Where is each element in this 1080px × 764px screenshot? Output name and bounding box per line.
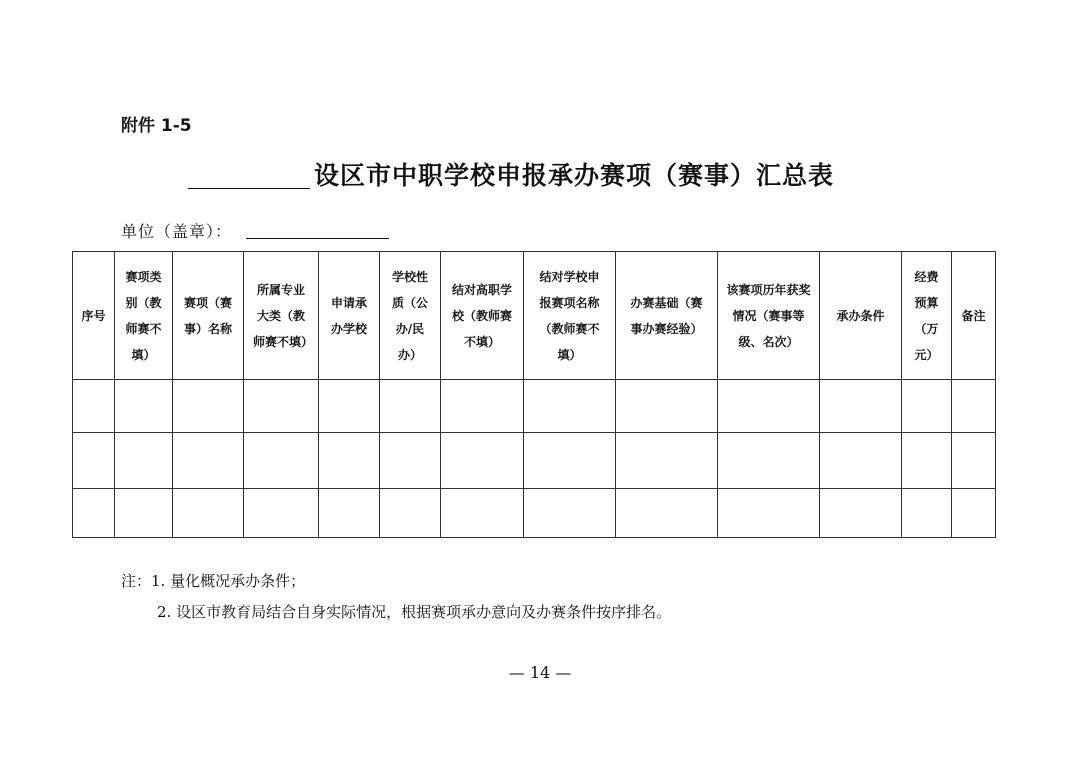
table-cell[interactable] bbox=[524, 489, 616, 538]
table-cell[interactable] bbox=[718, 489, 820, 538]
table-cell[interactable] bbox=[115, 489, 173, 538]
table-cell[interactable] bbox=[902, 489, 952, 538]
header-cell: 赛项类别（教师赛不填） bbox=[115, 252, 173, 380]
header-cell: 备注 bbox=[952, 252, 996, 380]
table-cell[interactable] bbox=[73, 433, 115, 489]
table-cell[interactable] bbox=[441, 433, 524, 489]
title-blank-line bbox=[188, 188, 310, 189]
table-row bbox=[73, 489, 996, 538]
table-cell[interactable] bbox=[902, 433, 952, 489]
table-cell[interactable] bbox=[952, 433, 996, 489]
table-cell[interactable] bbox=[73, 489, 115, 538]
table-cell[interactable] bbox=[441, 489, 524, 538]
attachment-label: 附件 1-5 bbox=[121, 116, 192, 136]
table-cell[interactable] bbox=[380, 489, 441, 538]
header-cell: 申请承办学校 bbox=[319, 252, 380, 380]
note-line-1: 注：1. 量化概况承办条件； bbox=[121, 572, 306, 590]
note-line-2: 2. 设区市教育局结合自身实际情况，根据赛项承办意向及办赛条件按序排名。 bbox=[157, 603, 672, 621]
table-cell[interactable] bbox=[616, 380, 718, 433]
table-cell[interactable] bbox=[524, 380, 616, 433]
table-row bbox=[73, 433, 996, 489]
table-cell[interactable] bbox=[820, 433, 902, 489]
table-cell[interactable] bbox=[718, 380, 820, 433]
table-cell[interactable] bbox=[115, 380, 173, 433]
page-title: 设区市中职学校申报承办赛项（赛事）汇总表 bbox=[314, 161, 835, 190]
header-cell: 该赛项历年获奖情况（赛事等级、名次） bbox=[718, 252, 820, 380]
notes bbox=[121, 566, 671, 628]
table-cell[interactable] bbox=[244, 380, 319, 433]
table-cell[interactable] bbox=[441, 380, 524, 433]
header-cell: 承办条件 bbox=[820, 252, 902, 380]
summary-table bbox=[72, 251, 996, 538]
header-row bbox=[73, 252, 996, 380]
header-cell: 办赛基础（赛事办赛经验） bbox=[616, 252, 718, 380]
table-cell[interactable] bbox=[319, 380, 380, 433]
header-cell: 赛项（赛事）名称 bbox=[173, 252, 244, 380]
header-cell: 学校性质（公办/民办） bbox=[380, 252, 441, 380]
table-cell[interactable] bbox=[524, 433, 616, 489]
table-cell[interactable] bbox=[820, 489, 902, 538]
table-cell[interactable] bbox=[380, 380, 441, 433]
table-cell[interactable] bbox=[952, 380, 996, 433]
header-cell: 经费预算（万元） bbox=[902, 252, 952, 380]
table-cell[interactable] bbox=[820, 380, 902, 433]
unit-blank-line bbox=[246, 238, 389, 239]
table-cell[interactable] bbox=[319, 489, 380, 538]
table-cell[interactable] bbox=[616, 489, 718, 538]
table-cell[interactable] bbox=[319, 433, 380, 489]
table-cell[interactable] bbox=[380, 433, 441, 489]
table-cell[interactable] bbox=[902, 380, 952, 433]
header-cell: 序号 bbox=[73, 252, 115, 380]
header-cell: 所属专业大类（教师赛不填） bbox=[244, 252, 319, 380]
table-cell[interactable] bbox=[173, 380, 244, 433]
page-number: — 14 — bbox=[508, 663, 572, 682]
table-cell[interactable] bbox=[616, 433, 718, 489]
table-cell[interactable] bbox=[173, 489, 244, 538]
table-cell[interactable] bbox=[952, 489, 996, 538]
table-cell[interactable] bbox=[115, 433, 173, 489]
header-cell: 结对高职学校（教师赛不填） bbox=[441, 252, 524, 380]
header-cell: 结对学校申报赛项名称（教师赛不填） bbox=[524, 252, 616, 380]
table-cell[interactable] bbox=[173, 433, 244, 489]
table-cell[interactable] bbox=[718, 433, 820, 489]
table-row bbox=[73, 380, 996, 433]
table-cell[interactable] bbox=[244, 433, 319, 489]
unit-label: 单位（盖章）： bbox=[121, 222, 233, 241]
table-cell[interactable] bbox=[244, 489, 319, 538]
table-cell[interactable] bbox=[73, 380, 115, 433]
